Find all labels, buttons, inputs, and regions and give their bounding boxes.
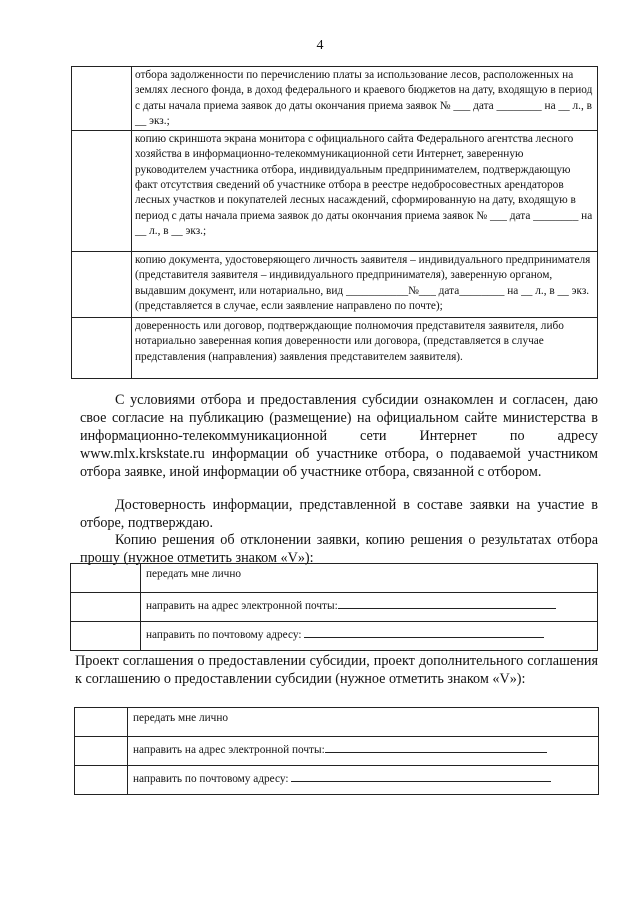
checkbox-cell[interactable] — [72, 318, 132, 379]
checkbox-cell[interactable] — [72, 131, 132, 252]
postal-address-field[interactable] — [291, 770, 551, 782]
consent-paragraph: С условиями отбора и предоставления субсидии ознакомлен и согласен, даю свое согласие на публикацию (размещение) на официальном сайте министерства в информационно-телекоммуникационной сети Интернет по адресу www.mlx.krskstate.ru информации об участнике отбора, о подаваемой участником отбора заявке, иной информации об участнике отбора, связанной с отбором. — [80, 392, 598, 480]
table-row — [71, 564, 598, 593]
table-row — [72, 131, 598, 252]
email-field[interactable] — [338, 597, 556, 609]
table-row — [71, 622, 598, 651]
page-number: 4 — [316, 38, 324, 53]
document-item: копию скриншота экрана монитора с официального сайта Федерального агентства лесного хозяйства в информационно-телекоммуникационной сети Интернет, заверенную руководителем участника отбора, индивидуальным предпринимателем, подтверждающую факт отсутствия сведений об участнике отбора в реестре недобросовестных арендаторов лесных участков и покупателей лесных насаждений, сформированную на дату, входящую в период с даты начала приема заявок до даты окончания приема заявок № ___ дата ________ на __ л., в __ экз.; — [132, 131, 598, 252]
table-row — [72, 318, 598, 379]
decision-options-table — [70, 563, 598, 651]
document-item: отбора задолженности по перечислению платы за использование лесов, расположенных на землях лесного фонда, в доход федерального и краевого бюджетов на дату, входящую в период с даты начала приема заявок до даты окончания приема заявок № ___ дата ________ на __ л., в __ экз.; — [132, 67, 598, 131]
checkbox-cell[interactable] — [75, 737, 128, 766]
checkbox-cell[interactable] — [75, 708, 128, 737]
checkbox-cell[interactable] — [71, 593, 141, 622]
table-row — [72, 67, 598, 131]
table-row — [72, 252, 598, 318]
checkbox-cell[interactable] — [72, 67, 132, 131]
reliability-paragraph: Достоверность информации, представленной в составе заявки на участие в отборе, подтверждаю. — [80, 497, 598, 531]
option-label: передать мне лично — [133, 712, 229, 724]
documents-table — [71, 66, 598, 379]
table-row — [71, 593, 598, 622]
decision-copy-paragraph: Копию решения об отклонении заявки, копию решения о результатах отбора прошу (нужное отметить знаком «V»): — [80, 532, 598, 566]
option-label: направить на адрес электронной почты: — [133, 744, 325, 756]
table-row — [75, 708, 599, 737]
checkbox-cell[interactable] — [75, 766, 128, 795]
table-row — [75, 737, 599, 766]
email-field[interactable] — [325, 741, 547, 753]
option-label: направить по почтовому адресу: — [146, 629, 302, 641]
checkbox-cell[interactable] — [71, 622, 141, 651]
document-item: доверенность или договор, подтверждающие полномочия представителя заявителя, либо нотариально заверенная копия доверенности или договора, (представляется в случае представления (направления) заявления представителем заявителя). — [132, 318, 598, 379]
table-row — [75, 766, 599, 795]
checkbox-cell[interactable] — [71, 564, 141, 593]
document-item: копию документа, удостоверяющего личность заявителя – индивидуального предпринимателя (представителя заявителя – индивидуального предпринимателя), заверенную органом, выдавшим документ, или нотариально, вид ___________№___ дата________ на __ л., в __ экз. (представляется в случае, если заявление направлено по почте); — [132, 252, 598, 318]
postal-address-field[interactable] — [304, 626, 544, 638]
option-label: направить на адрес электронной почты: — [146, 600, 338, 612]
checkbox-cell[interactable] — [72, 252, 132, 318]
option-label: направить по почтовому адресу: — [133, 773, 289, 785]
option-label: передать мне лично — [146, 568, 242, 580]
agreement-draft-paragraph: Проект соглашения о предоставлении субсидии, проект дополнительного соглашения к соглашению о предоставлении субсидии (нужное отметить знаком «V»): — [75, 653, 598, 687]
agreement-options-table — [74, 707, 599, 795]
